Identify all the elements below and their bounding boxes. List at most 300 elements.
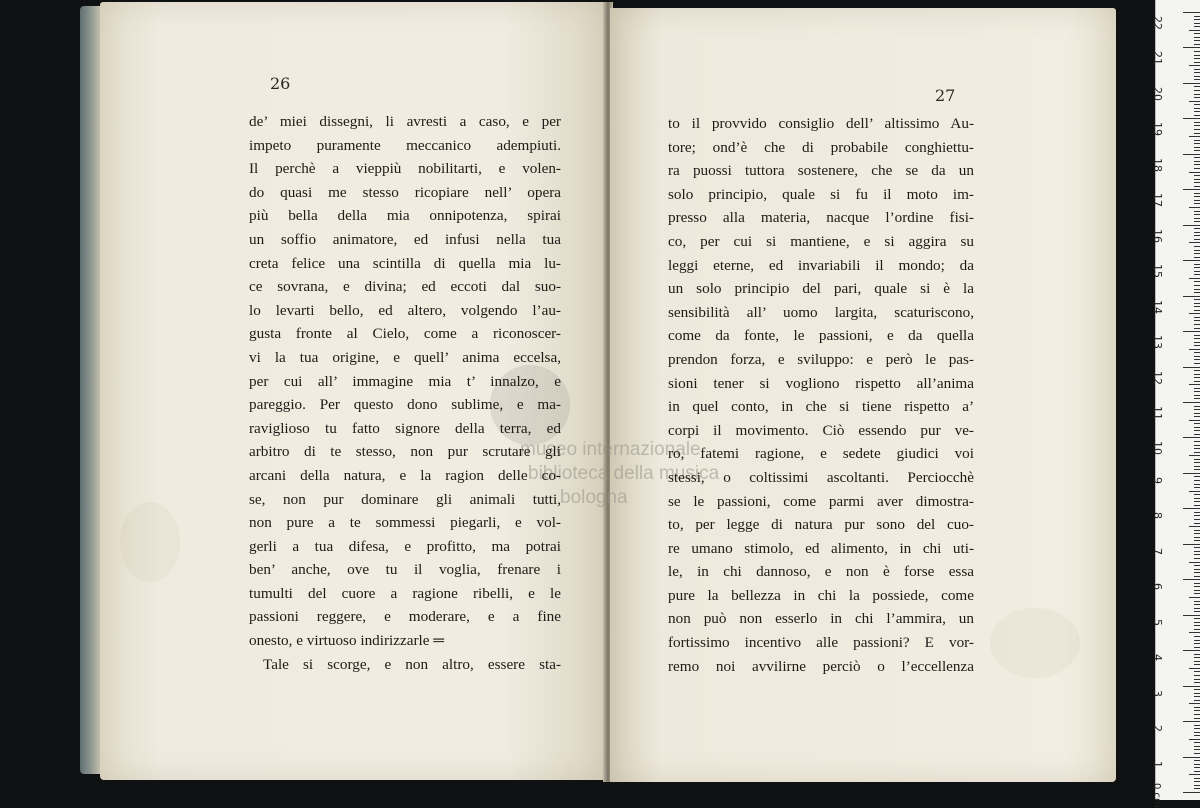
ruler-tick (1194, 519, 1200, 520)
text-line: gerli a tua difesa, e profitto, ma potrai (249, 537, 561, 555)
text-line: più bella della mia onnipotenza, spirai (249, 207, 561, 225)
ruler-tick (1194, 58, 1200, 59)
ruler-tick (1194, 788, 1200, 789)
ruler-tick (1189, 384, 1200, 385)
ruler-tick (1194, 604, 1200, 605)
ruler-tick (1189, 739, 1200, 740)
left-page-text (249, 110, 561, 676)
right-page-text (668, 112, 974, 678)
ruler-tick (1194, 157, 1200, 158)
ruler-tick (1194, 448, 1200, 449)
ruler-tick (1189, 632, 1200, 633)
text-line: se, non pur dominare gli animali tutti, (249, 490, 561, 508)
ruler-tick (1194, 476, 1200, 477)
ruler-tick (1194, 44, 1200, 45)
ruler-tick (1194, 781, 1200, 782)
text-line: ra puossi tuttora sostenere, che se da un (668, 162, 974, 180)
ruler-tick (1194, 569, 1200, 570)
ruler-tick (1194, 771, 1200, 772)
text-line: creta felice una scintilla di quella mia lu- (249, 254, 561, 272)
ruler-tick (1194, 356, 1200, 357)
text-line: non pure a te sommessi piegarli, e vol- (249, 514, 561, 532)
ruler-tick (1189, 668, 1200, 669)
ruler-tick (1194, 257, 1200, 258)
ruler-tick (1194, 583, 1200, 584)
ruler-tick (1194, 512, 1200, 513)
ruler-tick (1194, 186, 1200, 187)
ruler-tick (1194, 657, 1200, 658)
ruler-tick (1194, 480, 1200, 481)
text-line: do quasi me stesso ricopiare nell’ opera (249, 183, 561, 201)
ruler-tick (1183, 473, 1200, 474)
ruler-tick (1194, 345, 1200, 346)
ruler-tick (1194, 320, 1200, 321)
text-line: le, in chi dannoso, e non è forse essa (668, 563, 974, 581)
ruler-tick (1194, 147, 1200, 148)
ruler-tick (1183, 189, 1200, 190)
ruler-tick (1194, 764, 1200, 765)
text-line: impeto puramente meccanico adempiuti. (249, 136, 561, 154)
text-line: arcani della natura, e la ragion delle co- (249, 466, 561, 484)
ruler-tick (1194, 374, 1200, 375)
watermark-line: museo internazionale (520, 439, 701, 460)
ruler-tick (1194, 710, 1200, 711)
ruler-tick (1189, 65, 1200, 66)
ruler-tick (1194, 494, 1200, 495)
ruler-number: 12 (1151, 370, 1164, 385)
ruler-tick (1194, 533, 1200, 534)
ruler-tick (1189, 526, 1200, 527)
ruler-tick (1194, 182, 1200, 183)
ruler-tick (1194, 622, 1200, 623)
ruler-tick (1194, 452, 1200, 453)
ruler-tick (1194, 576, 1200, 577)
ruler-tick (1194, 732, 1200, 733)
ruler-tick (1194, 239, 1200, 240)
ruler-tick (1189, 207, 1200, 208)
ruler-tick (1194, 235, 1200, 236)
ruler-tick (1183, 225, 1200, 226)
ruler-tick (1194, 551, 1200, 552)
ruler-tick (1189, 172, 1200, 173)
ruler-tick (1194, 459, 1200, 460)
ruler-tick (1194, 108, 1200, 109)
ruler-number: 20 (1151, 86, 1164, 101)
ruler-tick (1194, 430, 1200, 431)
text-line: vi la tua origine, e quell’ anima eccelsa, (249, 348, 561, 366)
ruler-tick (1194, 409, 1200, 410)
ruler-tick (1194, 682, 1200, 683)
ruler-tick (1194, 164, 1200, 165)
ruler-tick (1194, 679, 1200, 680)
ruler-tick (1194, 377, 1200, 378)
ruler-tick (1194, 196, 1200, 197)
ruler-tick (1194, 133, 1200, 134)
text-line: pareggio. Per questo dono sublime, e ma- (249, 396, 561, 414)
ruler-tick (1194, 746, 1200, 747)
ruler-tick (1194, 718, 1200, 719)
ruler-number: 1 (1151, 760, 1164, 768)
ruler-tick (1194, 359, 1200, 360)
ruler-tick (1194, 749, 1200, 750)
text-line: solo principio, quale si fu il moto im- (668, 185, 974, 203)
ruler-tick (1183, 402, 1200, 403)
ruler-tick (1194, 728, 1200, 729)
ruler-number: 19 (1151, 122, 1164, 137)
ruler-tick (1194, 714, 1200, 715)
ruler-tick (1194, 742, 1200, 743)
ruler-tick (1194, 51, 1200, 52)
ruler-tick (1183, 296, 1200, 297)
ruler-tick (1189, 774, 1200, 775)
ruler-tick (1183, 367, 1200, 368)
ruler-number: 7 (1151, 547, 1164, 555)
ruler-tick (1183, 154, 1200, 155)
watermark-line: biblioteca della musica (528, 463, 720, 484)
text-line: passioni reggere, e moderare, e a fine (249, 608, 561, 626)
ruler-tick (1194, 317, 1200, 318)
ruler-number: 9 (1151, 476, 1164, 484)
ruler-tick (1194, 707, 1200, 708)
ruler-tick (1194, 484, 1200, 485)
ruler-tick (1194, 342, 1200, 343)
ruler-tick (1194, 324, 1200, 325)
ruler-tick (1194, 228, 1200, 229)
text-line: un solo principio del pari, quale si è la (668, 280, 974, 298)
text-line: se le passioni, come parmi aver dimostra- (668, 492, 974, 510)
text-line: tore; ond’è che di probabile conghiettu- (668, 138, 974, 156)
text-line: stessi, o coltissimi ascoltanti. Perciocchè (668, 468, 974, 486)
ruler-tick (1194, 388, 1200, 389)
ruler-tick (1194, 26, 1200, 27)
ruler-tick (1189, 30, 1200, 31)
ruler-tick (1194, 590, 1200, 591)
ruler-tick (1194, 143, 1200, 144)
ruler-tick (1194, 725, 1200, 726)
text-line: Tale si scorge, e non altro, essere sta- (263, 655, 561, 673)
ruler-number: 8 (1151, 512, 1164, 520)
ruler-number: 14 (1151, 299, 1164, 314)
ruler-tick (1194, 281, 1200, 282)
ruler-tick (1189, 349, 1200, 350)
ruler-tick (1194, 90, 1200, 91)
text-line: pure la bellezza in chi la possiede, come (668, 586, 974, 604)
ruler-tick (1183, 650, 1200, 651)
text-line: un soffio animatore, ed infusi nella tua (249, 230, 561, 248)
ruler-tick (1194, 214, 1200, 215)
ruler-tick (1194, 423, 1200, 424)
ruler-tick (1194, 498, 1200, 499)
ruler-tick (1194, 232, 1200, 233)
ruler-tick (1194, 693, 1200, 694)
ruler-tick (1194, 23, 1200, 24)
ruler-tick (1194, 250, 1200, 251)
ruler-tick (1189, 597, 1200, 598)
ruler-tick (1194, 193, 1200, 194)
ruler-tick (1194, 406, 1200, 407)
ruler-tick (1189, 562, 1200, 563)
ruler-tick (1194, 611, 1200, 612)
ruler-number: 10 (1151, 441, 1164, 456)
ruler-tick (1183, 118, 1200, 119)
text-line: presso alla materia, nacque l’ordine fisi- (668, 209, 974, 227)
ruler-tick (1194, 689, 1200, 690)
ruler-number: 16 (1151, 228, 1164, 243)
ruler-tick (1194, 515, 1200, 516)
text-line: onesto, e virtuoso indirizzarle ═ (249, 632, 445, 650)
ruler-tick (1194, 299, 1200, 300)
ruler-tick (1194, 554, 1200, 555)
ruler-number: 5 (1151, 618, 1164, 626)
ruler-tick (1194, 413, 1200, 414)
ruler-tick (1194, 647, 1200, 648)
ruler-tick (1194, 661, 1200, 662)
text-line: come da fonte, le passioni, e da quella (668, 327, 974, 345)
ruler-tick (1194, 285, 1200, 286)
ruler-tick (1194, 363, 1200, 364)
ruler-tick (1194, 445, 1200, 446)
ruler-tick (1189, 420, 1200, 421)
ruler-tick (1194, 398, 1200, 399)
ruler-tick (1183, 579, 1200, 580)
ruler-tick (1194, 370, 1200, 371)
ruler-tick (1194, 86, 1200, 87)
ruler-tick (1194, 700, 1200, 701)
ruler-tick (1194, 671, 1200, 672)
text-line: to il provvido consiglio dell’ altissimo Au- (668, 115, 974, 132)
ruler-number: 3 (1151, 689, 1164, 697)
text-line: tumulti del cuore a ragione ribelli, e le (249, 584, 561, 602)
ruler-number: 4 (1151, 654, 1164, 662)
ruler-tick (1194, 175, 1200, 176)
ruler-tick (1194, 55, 1200, 56)
ruler-tick (1194, 264, 1200, 265)
ruler-tick (1194, 40, 1200, 41)
ruler-tick (1194, 785, 1200, 786)
ruler-tick (1194, 125, 1200, 126)
ruler-tick (1183, 721, 1200, 722)
ruler-tick (1194, 434, 1200, 435)
ruler-tick (1194, 523, 1200, 524)
ruler-tick (1183, 686, 1200, 687)
ruler-tick (1189, 101, 1200, 102)
ruler-tick (1194, 19, 1200, 20)
text-line: gusta fronte al Cielo, come a riconoscer- (249, 325, 561, 343)
ruler-tick (1194, 253, 1200, 254)
ruler-tick (1194, 104, 1200, 105)
ruler-tick (1183, 544, 1200, 545)
text-line: ce sovrana, e divina; ed eccoti dal suo- (249, 278, 561, 296)
text-line: raviglioso tu fatto signore della terra, ed (249, 419, 561, 437)
ruler-tick (1194, 441, 1200, 442)
ruler-tick (1194, 303, 1200, 304)
ruler-tick (1194, 416, 1200, 417)
ruler-tick (1189, 278, 1200, 279)
ruler-tick (1194, 72, 1200, 73)
ruler-tick (1183, 12, 1200, 13)
ruler-tick (1194, 150, 1200, 151)
ruler-tick (1194, 462, 1200, 463)
ruler-tick (1194, 33, 1200, 34)
ruler-tick (1194, 469, 1200, 470)
text-line: fortissimo incentivo alle passioni? E vor- (668, 634, 974, 652)
ruler-tick (1189, 136, 1200, 137)
text-line: leggi eterne, ed invariabili il mondo; da (668, 256, 974, 274)
ruler-tick (1194, 593, 1200, 594)
ruler-tick (1194, 179, 1200, 180)
ruler-tick (1194, 760, 1200, 761)
ruler-tick (1194, 79, 1200, 80)
ruler-tick (1194, 625, 1200, 626)
text-line: prendon forza, e sviluppo: e però le pas- (668, 350, 974, 368)
text-line: to, per legge di natura pur sono del cuo- (668, 516, 974, 534)
ruler-tick (1194, 16, 1200, 17)
ruler-tick (1194, 69, 1200, 70)
ruler-tick (1194, 140, 1200, 141)
ruler-tick (1194, 572, 1200, 573)
ruler-tick (1194, 306, 1200, 307)
ruler-tick (1183, 260, 1200, 261)
ruler-tick (1194, 778, 1200, 779)
ruler-tick (1189, 313, 1200, 314)
ruler-tick (1194, 218, 1200, 219)
ruler-tick (1194, 246, 1200, 247)
ruler-tick (1189, 455, 1200, 456)
ruler-number: 11 (1151, 406, 1164, 420)
ruler-tick (1194, 618, 1200, 619)
ruler-tick (1194, 530, 1200, 531)
ruler-tick (1189, 242, 1200, 243)
right-page-number: 27 (935, 86, 956, 105)
ruler-tick (1194, 537, 1200, 538)
text-line: re umano stimolo, ed alimento, in chi uti- (668, 539, 974, 557)
ruler-tick (1194, 129, 1200, 130)
ruler-tick (1194, 76, 1200, 77)
ruler-tick (1194, 200, 1200, 201)
ruler-tick (1194, 547, 1200, 548)
ruler-number: 6 (1151, 583, 1164, 591)
ruler-tick (1194, 267, 1200, 268)
ruler-tick (1183, 47, 1200, 48)
ruler-tick (1194, 427, 1200, 428)
text-line: sensibilità all’ uomo largita, scaturiscono, (668, 303, 974, 321)
ruler-tick (1194, 753, 1200, 754)
text-line: in quel conto, in che si tiene rispetto a’ (668, 398, 974, 416)
ruler-tick (1189, 491, 1200, 492)
ruler-tick (1194, 352, 1200, 353)
ruler-tick (1194, 696, 1200, 697)
text-line: ben’ anche, ove tu il voglia, frenare i (249, 561, 561, 579)
ruler-unit-label: 0 cm (1151, 783, 1162, 808)
text-line: co, per cui si mantiene, e si aggira su (668, 232, 974, 250)
ruler-tick (1194, 664, 1200, 665)
ruler-tick (1194, 338, 1200, 339)
ruler-tick (1194, 395, 1200, 396)
ruler-tick (1194, 274, 1200, 275)
text-line: non può non esserlo in chi l’ammira, un (668, 610, 974, 628)
ruler-tick (1194, 643, 1200, 644)
text-line: lo levarti bello, ed altero, volgendo l’au- (249, 301, 561, 319)
text-line: ro, fatemi ragione, e sedete giudici voi (668, 445, 974, 463)
text-line: per cui all’ immagine mia t’ innalzo, e (249, 372, 561, 390)
ruler-tick (1183, 508, 1200, 509)
ruler-tick (1194, 122, 1200, 123)
ruler-tick (1194, 289, 1200, 290)
ruler-tick (1194, 203, 1200, 204)
measurement-ruler (1151, 0, 1200, 808)
ruler-tick (1194, 501, 1200, 502)
text-line: de’ miei dissegni, li avresti a caso, e per (249, 113, 561, 130)
ruler-tick (1194, 328, 1200, 329)
ruler-tick (1194, 558, 1200, 559)
ruler-tick (1194, 168, 1200, 169)
ruler-tick (1194, 586, 1200, 587)
ruler-tick (1194, 221, 1200, 222)
ruler-tick (1194, 636, 1200, 637)
ruler-tick (1194, 487, 1200, 488)
ruler-tick (1194, 94, 1200, 95)
ruler-tick (1194, 675, 1200, 676)
ruler-tick (1194, 37, 1200, 38)
ruler-tick (1194, 335, 1200, 336)
ruler-tick (1194, 466, 1200, 467)
ruler-tick (1194, 565, 1200, 566)
ruler-number: 18 (1151, 157, 1164, 172)
ruler-tick (1194, 381, 1200, 382)
ruler-tick (1194, 601, 1200, 602)
ruler-tick (1183, 792, 1200, 793)
ruler-tick (1194, 310, 1200, 311)
ruler-number: 22 (1151, 16, 1164, 30)
ruler-tick (1194, 161, 1200, 162)
ruler-tick (1183, 437, 1200, 438)
ruler-tick (1194, 271, 1200, 272)
ruler-tick (1194, 97, 1200, 98)
ruler-number: 21 (1151, 51, 1164, 66)
text-line: Il perchè a vieppiù nobilitarti, e volen- (249, 160, 561, 178)
ruler-tick (1194, 62, 1200, 63)
ruler-tick (1189, 703, 1200, 704)
text-line: arbitro di te stesso, non pur scrutare gli (249, 443, 561, 461)
ruler-tick (1194, 505, 1200, 506)
ruler-tick (1194, 629, 1200, 630)
left-page-number: 26 (270, 74, 291, 93)
text-line: corpi il movimento. Ciò essendo pur ve- (668, 421, 974, 439)
ruler-number: 2 (1151, 725, 1164, 733)
ruler-tick (1194, 211, 1200, 212)
ruler-tick (1194, 640, 1200, 641)
ruler-tick (1194, 292, 1200, 293)
text-line: sioni tener si vogliono rispetto all’anima (668, 374, 974, 392)
ruler-number: 15 (1151, 264, 1164, 279)
paper-stain (120, 502, 180, 582)
ruler-tick (1183, 83, 1200, 84)
ruler-number: 17 (1151, 193, 1164, 208)
paper-stain (990, 608, 1080, 678)
ruler-tick (1194, 735, 1200, 736)
ruler-tick (1194, 608, 1200, 609)
ruler-tick (1194, 540, 1200, 541)
watermark-line: bologna (560, 487, 628, 508)
ruler-tick (1194, 115, 1200, 116)
ruler-tick (1194, 391, 1200, 392)
ruler-tick (1194, 654, 1200, 655)
ruler-tick (1183, 331, 1200, 332)
text-line: remo noi avvilirne perciò o l’eccellenza (668, 657, 974, 675)
ruler-tick (1183, 615, 1200, 616)
ruler-tick (1183, 757, 1200, 758)
ruler-tick (1194, 111, 1200, 112)
